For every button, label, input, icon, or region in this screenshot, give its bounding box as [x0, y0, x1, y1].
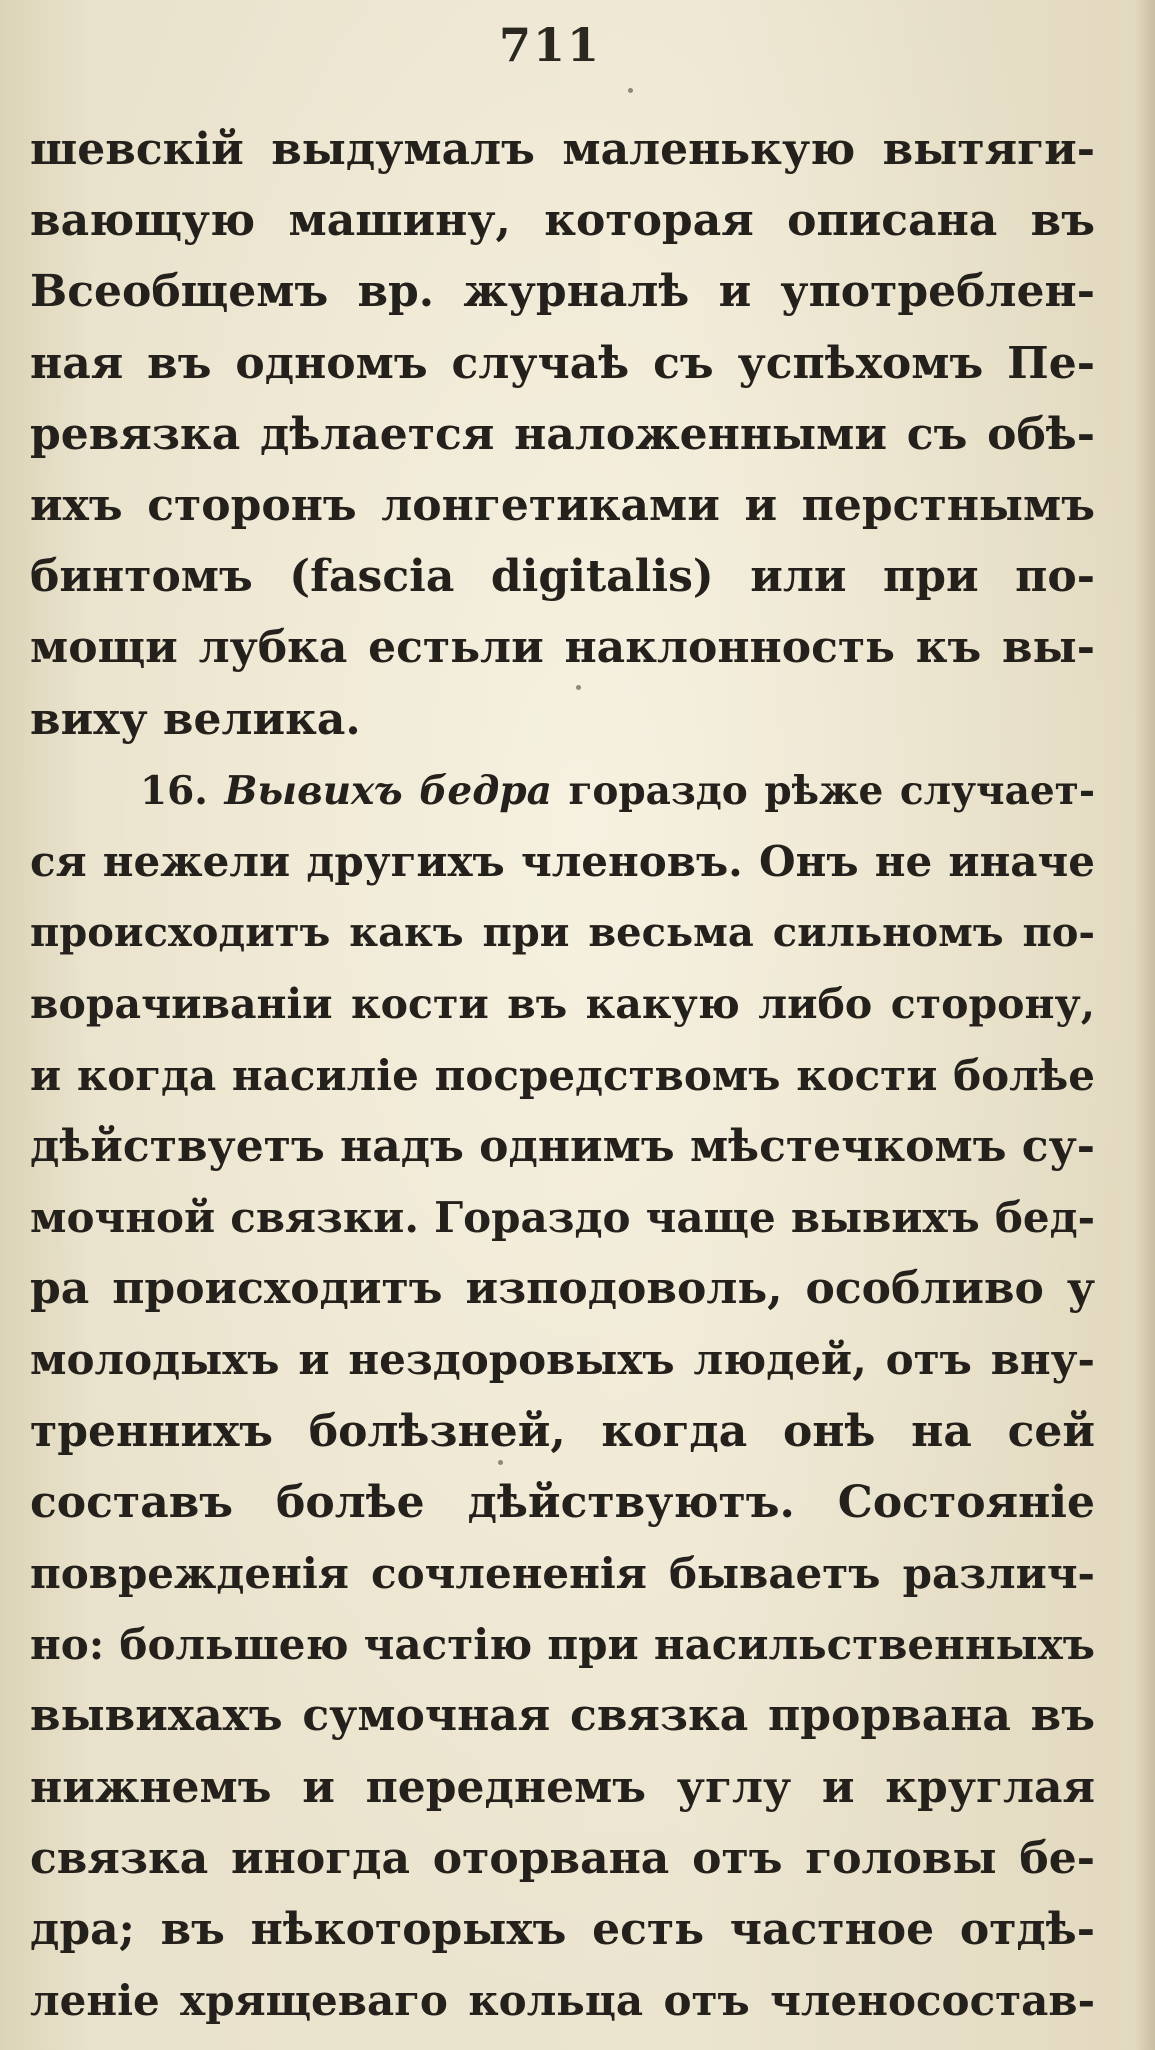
page-number: 711	[498, 18, 602, 72]
text-line: леніе хрящеваго кольца отъ членосостав-	[30, 1976, 1095, 2026]
text-line: но: большею частію при насильственныхъ	[30, 1620, 1095, 1670]
text-line: ра происходитъ изподоволь, особливо у	[30, 1263, 1095, 1315]
page-edge-shadow	[1135, 0, 1155, 2050]
text-line: ворачиваніи кости въ какую либо сторону,	[30, 980, 1095, 1029]
text-line: ная въ одномъ случаѣ съ успѣхомъ Пе-	[30, 337, 1095, 389]
text-line: молодыхъ и нездоровыхъ людей, отъ вну-	[30, 1335, 1095, 1385]
text-line: ревязка дѣлается наложенными съ обѣ-	[30, 408, 1095, 460]
text-line: дра; въ нѣкоторыхъ есть частное отдѣ-	[30, 1904, 1095, 1955]
text-line: составъ болѣе дѣйствуютъ. Состояніе	[30, 1476, 1095, 1528]
section-line-text: гораздо рѣже случает-	[568, 767, 1096, 814]
text-line: и когда насиліе посредствомъ кости болѣе	[30, 1050, 1095, 1100]
text-line: происходитъ какъ при весьма сильномъ по-	[30, 909, 1095, 957]
text-line: ся нежели другихъ членовъ. Онъ не иначе	[30, 837, 1095, 886]
paper-speck	[576, 685, 581, 690]
section-number: 16.	[140, 767, 208, 814]
paper-speck	[498, 1460, 503, 1465]
text-line: вающую машину, которая описана въ	[30, 195, 1095, 247]
text-line: шевскій выдумалъ маленькую вытяги-	[30, 124, 1095, 175]
text-line: Всеобщемъ вр. журналѣ и употреблен-	[30, 266, 1095, 318]
text-line: нижнемъ и переднемъ углу и круглая	[30, 1761, 1095, 1813]
section-title: Вывихъ бедра	[224, 767, 552, 814]
paper-speck	[628, 88, 633, 93]
text-line: мочной связки. Гораздо чаще вывихъ бед-	[30, 1193, 1095, 1242]
text-line: поврежденія сочлененія бываетъ различ-	[30, 1549, 1095, 1598]
text-line: бинтомъ (fascia digitalis) или при по-	[30, 551, 1095, 603]
text-line: дѣйствуетъ надъ однимъ мѣстечкомъ су-	[30, 1120, 1095, 1172]
text-line: связка иногда оторвана отъ головы бе-	[30, 1832, 1095, 1884]
text-line: ихъ сторонъ лонгетиками и перстнымъ	[30, 480, 1095, 531]
text-line: виху велика.	[30, 693, 361, 745]
text-line: мощи лубка естьли наклонность къ вы-	[30, 622, 1095, 674]
text-line: треннихъ болѣзней, когда онѣ на сей	[30, 1405, 1095, 1457]
section-heading-line	[30, 756, 1095, 826]
text-line: вывихахъ сумочная связка прорвана въ	[30, 1690, 1095, 1742]
